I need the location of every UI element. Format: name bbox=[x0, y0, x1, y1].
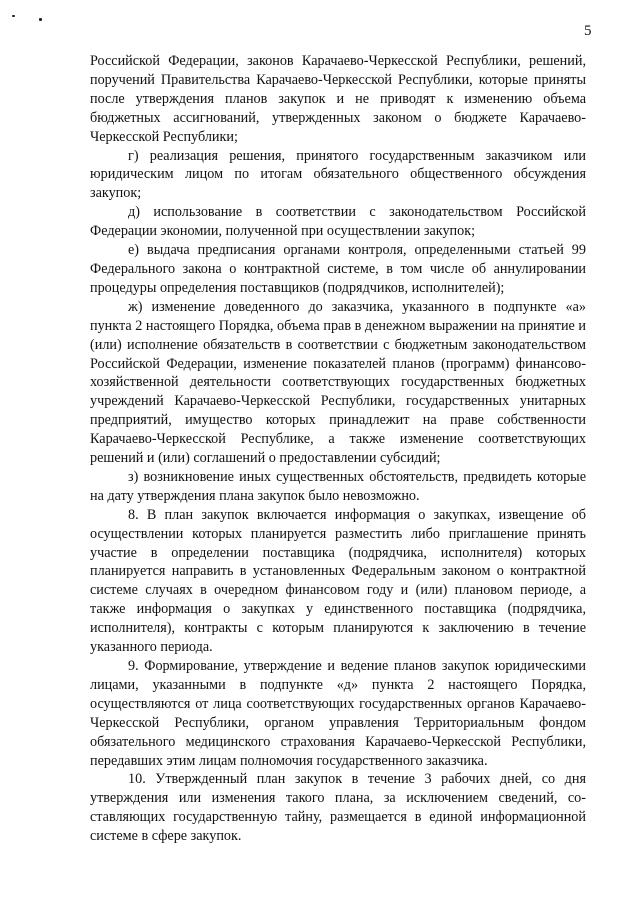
paragraph-clause-9: 9. Формирование, утверждение и ведение планов закупок юридическими лицами, указанными в подпункте «д» пункта 2 настоящего Порядка, осуществляются от лица соответствующих государственных органов Карачаево-Черкесской Республики, органом управления Территориальным фондом обязательного медицинского страхования Карачаево-Черкесской Республики, передавших этим лицам полномочия государственного заказчика. bbox=[90, 658, 586, 769]
paragraph-item-d: д) использование в соответствии с законодательством Российской Федерации экономии, полученной при осуществлении закупок; bbox=[90, 204, 586, 240]
scan-artifact bbox=[12, 15, 15, 17]
paragraph-item-g: г) реализация решения, принятого государственным заказчиком или юридическим лицом по итогам обязательного общественного обсуждения закупок; bbox=[90, 147, 586, 202]
scan-artifact bbox=[39, 18, 42, 21]
paragraph-item-zh: ж) изменение доведенного до заказчика, указанного в подпункте «а» пункта 2 настоящего Порядка, объема прав в денежном выражении на принятие и (или) исполнение обязательств в соответствии с бюджетным законодательством Российской Федерации, изменение показателей планов (программ) финансово-хозяйственной деятельности соответствующих государственных бюджетных учреждений Карачаево-Черкесской Республики, государственных унитарных предприятий, имущество которых принадлежит на праве собственности Карачаево-Черкесской Республике, а также изменение соответствующих решений и (или) соглашений о предоставлении субсидий; bbox=[90, 298, 586, 467]
paragraph-item-z: з) возникновение иных существенных обстоятельств, предвидеть которые на дату утверждения плана закупок было невозможно. bbox=[90, 468, 586, 504]
paragraph-continuation: Российской Федерации, законов Карачаево-Черкесской Республики, решений, поручений Правительства Карачаево-Черкесской Республики, которые приняты после утверждения планов закупок и не приводят к изменению объема бюджетных ассигнований, утвержденных законом о бюджете Карачаево-Черкесской Республики; bbox=[90, 53, 586, 145]
paragraph-clause-8: 8. В план закупок включается информация о закупках, извещение об осуществлении которых планируется разместить либо приглашение принять участие в определении поставщика (подрядчика, исполнителя) которых планируется направить в установленных Федеральным законом о контрактной системе случаях в очередном финансовом году и (или) плановом периоде, а также информация о закупках у единственного поставщика (подрядчика, исполнителя), контракты с которым планируются к заключению в течение указанного периода. bbox=[90, 506, 586, 656]
document-body bbox=[90, 52, 586, 846]
paragraph-clause-10: 10. Утвержденный план закупок в течение 3 рабочих дней, со дня утверждения или изменения такого плана, за исключением сведений, составляющих государственную тайну, размещается в единой информационной системе в сфере закупок. bbox=[90, 771, 586, 845]
paragraph-item-e: е) выдача предписания органами контроля, определенными статьей 99 Федерального закона о контрактной системе, в том числе об аннулировании процедуры определения поставщиков (подрядчиков, исполнителей); bbox=[90, 242, 586, 296]
page-number: 5 bbox=[584, 23, 592, 39]
